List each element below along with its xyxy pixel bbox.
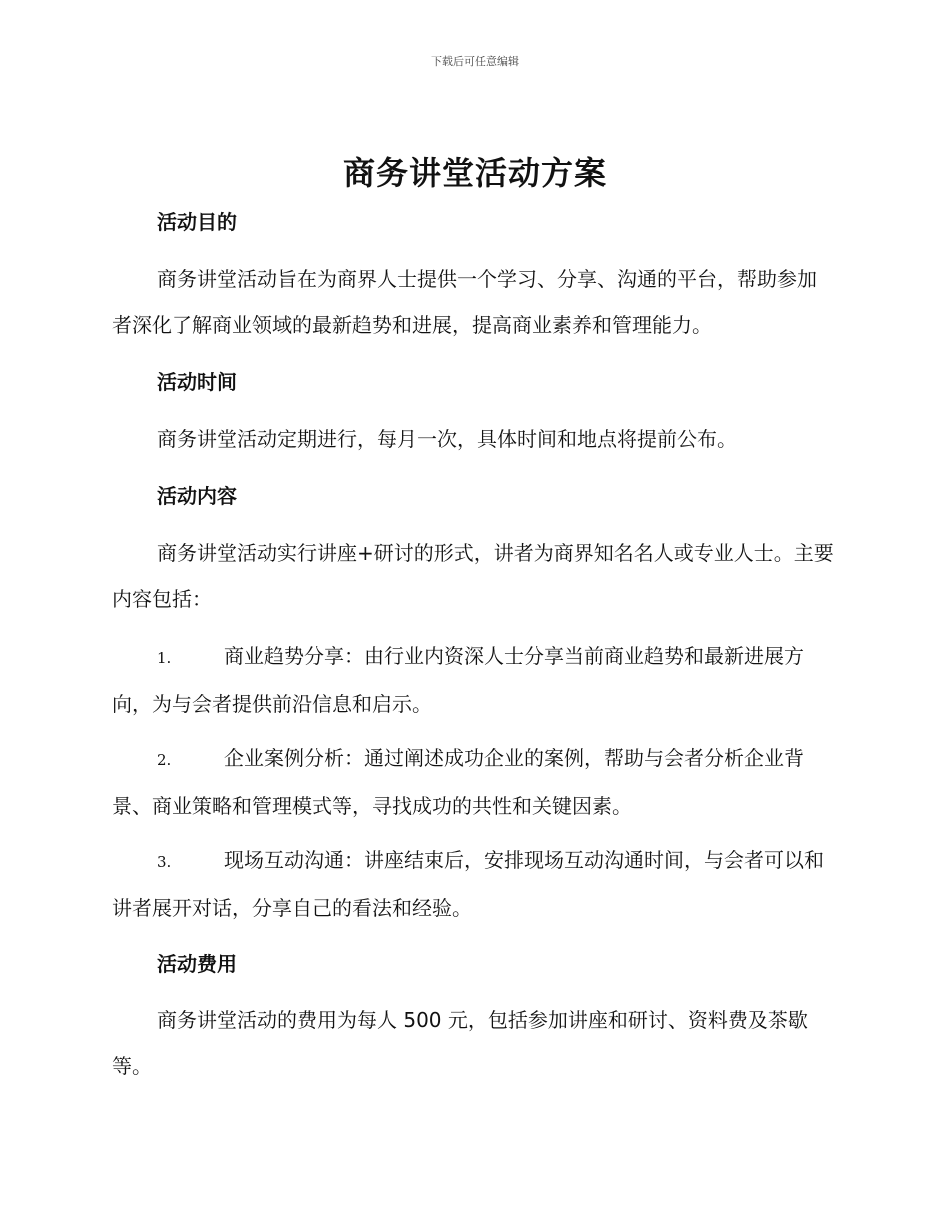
header-note: 下载后可任意编辑 [431, 55, 519, 68]
document-title: 商务讲堂活动方案 [342, 154, 607, 192]
section-heading-purpose: 活动目的 [157, 210, 237, 234]
paragraph-purpose: 商务讲堂活动旨在为商界人士提供一个学习、分享、沟通的平台，帮助参加者深化了解商业领域的最新趋势和进展，提高商业素养和管理能力。 [112, 267, 817, 337]
list-item-text: 商业趋势分享：由行业内资深人士分享当前商业趋势和最新进展方向，为与会者提供前沿信息和启示。 [112, 644, 804, 716]
list-item-number: 1. [157, 649, 172, 667]
list-item-text: 现场互动沟通：讲座结束后，安排现场互动沟通时间，与会者可以和讲者展开对话，分享自己的看法和经验。 [112, 848, 824, 920]
section-heading-content: 活动内容 [157, 484, 237, 508]
paragraph-fee: 商务讲堂活动的费用为每人 500 元，包括参加讲座和研讨、资料费及茶歇等。 [112, 1008, 808, 1078]
list-item [112, 837, 834, 931]
section-heading-fee: 活动费用 [157, 952, 237, 976]
list-item-number: 2. [157, 751, 172, 769]
section-heading-time: 活动时间 [157, 370, 237, 394]
list-item-text: 企业案例分析：通过阐述成功企业的案例，帮助与会者分析企业背景、商业策略和管理模式等，寻找成功的共性和关键因素。 [112, 746, 804, 818]
paragraph-time: 商务讲堂活动定期进行，每月一次，具体时间和地点将提前公布。 [157, 427, 737, 451]
list-item [112, 633, 834, 727]
paragraph-content: 商务讲堂活动实行讲座+研讨的形式，讲者为商界知名名人或专业人士。主要内容包括： [112, 541, 834, 611]
list-item [112, 735, 834, 829]
list-item-number: 3. [157, 853, 172, 871]
